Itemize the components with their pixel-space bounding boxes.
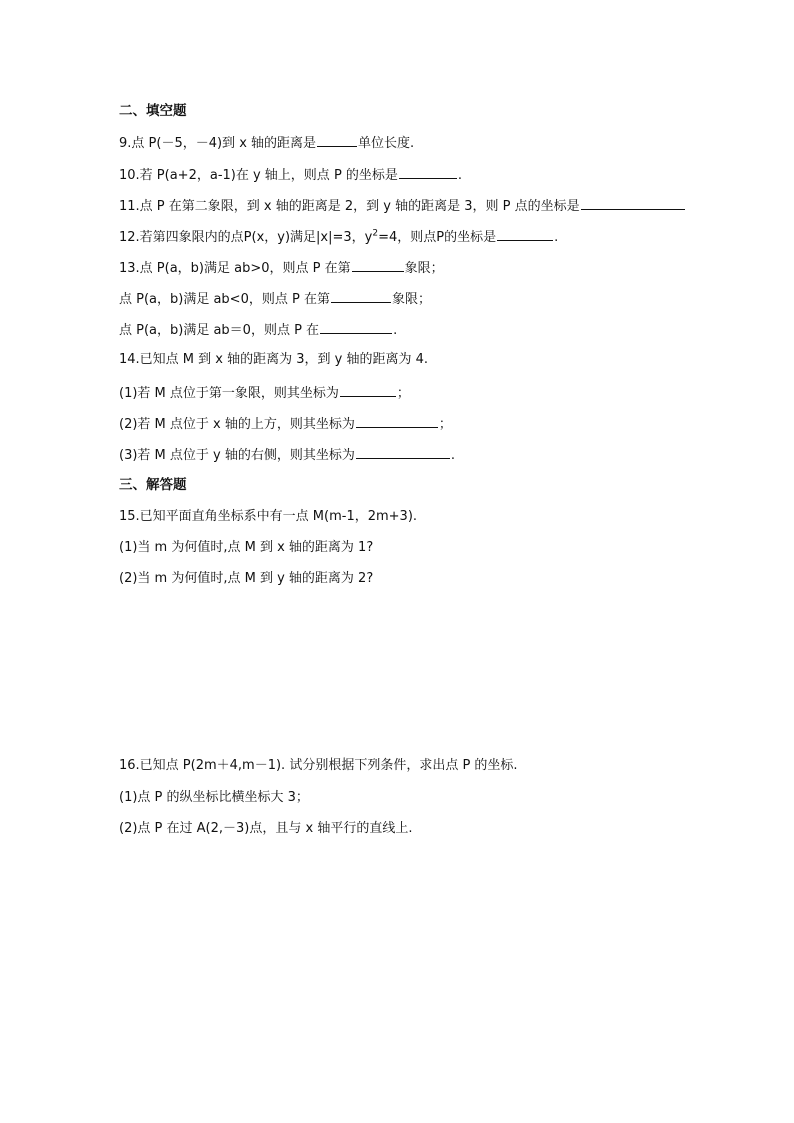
question-14-part3 — [119, 446, 455, 464]
question-14-part1 — [119, 384, 410, 402]
q14-p2-text: (2)若 M 点位于 x 轴的上方，则其坐标为 — [119, 417, 355, 432]
question-10 — [119, 166, 462, 184]
q13b-answer-blank[interactable] — [331, 290, 391, 303]
question-13b — [119, 290, 431, 308]
q9-text: 9.点 P(－5，－4)到 x 轴的距离是 — [119, 136, 317, 151]
section-heading-fill-blank: 二、填空题 — [119, 103, 187, 119]
question-11 — [119, 197, 686, 215]
question-14-part2 — [119, 415, 452, 433]
q14-p2-answer-blank[interactable] — [356, 415, 438, 428]
question-15-part1: (1)当 m 为何值时,点 M 到 x 轴的距离为 1? — [119, 540, 374, 555]
question-14-stem: 14.已知点 M 到 x 轴的距离为 3，到 y 轴的距离为 4. — [119, 352, 429, 367]
question-16-part2: (2)点 P 在过 A(2,－3)点，且与 x 轴平行的直线上. — [119, 821, 413, 836]
question-12 — [119, 228, 558, 246]
question-9 — [119, 134, 414, 152]
q9-text-after: 单位长度. — [358, 136, 415, 151]
q13a-answer-blank[interactable] — [352, 259, 404, 272]
question-16-part1: (1)点 P 的纵坐标比横坐标大 3； — [119, 790, 309, 805]
q14-p1-answer-blank[interactable] — [340, 384, 396, 397]
q14-p1-text-after: ； — [396, 386, 410, 401]
question-15-stem: 15.已知平面直角坐标系中有一点 M(m-1，2m+3). — [119, 509, 418, 524]
q13c-text-after: . — [393, 323, 398, 338]
q13c-answer-blank[interactable] — [320, 321, 392, 334]
q10-text-after: . — [457, 168, 463, 183]
question-15-part2: (2)当 m 为何值时,点 M 到 y 轴的距离为 2? — [119, 571, 374, 586]
q13c-text: 点 P(a，b)满足 ab＝0，则点 P 在 — [119, 323, 320, 338]
q12-text-after: . — [554, 230, 559, 245]
q14-p1-text: (1)若 M 点位于第一象限，则其坐标为 — [119, 386, 339, 401]
q14-p3-answer-blank[interactable] — [356, 446, 450, 459]
q14-p2-text-after: ； — [438, 417, 452, 432]
section-heading-answer: 三、解答题 — [119, 477, 187, 493]
q11-text: 11.点 P 在第二象限，到 x 轴的距离是 2，到 y 轴的距离是 3，则 P 点的坐标是 — [119, 199, 580, 214]
q12-superscript: 2 — [372, 228, 379, 239]
q10-answer-blank[interactable] — [399, 166, 457, 179]
question-16-stem: 16.已知点 P(2m＋4,m－1). 试分别根据下列条件，求出点 P 的坐标. — [119, 758, 518, 773]
q12-answer-blank[interactable] — [497, 228, 553, 241]
q14-p3-text-after: . — [450, 448, 455, 463]
question-13a — [119, 259, 444, 277]
q12-text-middle: =4，则点P的坐标是 — [378, 230, 497, 245]
q13b-text-after: 象限； — [391, 292, 431, 307]
q14-p3-text: (3)若 M 点位于 y 轴的右侧，则其坐标为 — [119, 448, 355, 463]
question-13c — [119, 321, 397, 339]
q13b-text: 点 P(a，b)满足 ab<0，则点 P 在第 — [119, 292, 330, 307]
q9-answer-blank[interactable] — [317, 134, 357, 147]
q10-text: 10.若 P(a+2，a-1)在 y 轴上，则点 P 的坐标是 — [119, 168, 398, 183]
q11-answer-blank[interactable] — [581, 197, 685, 210]
q13a-text-after: 象限； — [404, 261, 444, 276]
q13a-text: 13.点 P(a，b)满足 ab>0，则点 P 在第 — [119, 261, 351, 276]
q12-text: 12.若第四象限内的点P(x，y)满足|x|=3，y — [119, 230, 373, 245]
